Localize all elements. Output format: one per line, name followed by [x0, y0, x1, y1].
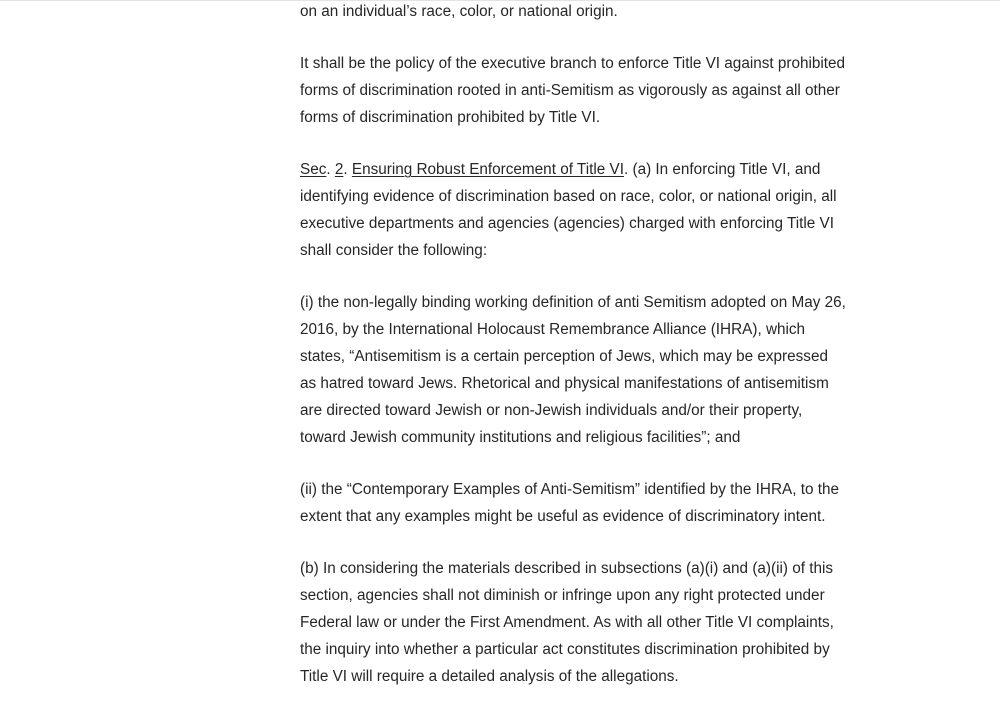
section-label: Sec	[300, 161, 327, 178]
subsection-b-paragraph: (b) In considering the materials described in subsections (a)(i) and (a)(ii) of this section, agencies shall not diminish or infringe upon any right protected under Federal law or under the First Amendment. As with all other Title VI complaints, the inquiry into whether a particular act constitutes discrimination prohibited by Title VI will require a detailed analysis of the allegations.	[300, 560, 834, 685]
section-separator: .	[343, 161, 352, 178]
section-heading: Ensuring Robust Enforcement of Title VI	[351, 161, 624, 178]
document-body	[300, 0, 848, 715]
item-i-paragraph: (i) the non-legally binding working definition of anti Semitism adopted on May 26, 2016, by the International Holocaust Remembrance Alliance (IHRA), which states, “Antisemitism is a certain perception of Jews, which may be expressed as hatred toward Jews. Rhetorical and physical manifestations of antisemitism are directed toward Jewish or non-Jewish individuals and/or their property, toward Jewish community institutions and religious facilities”; and	[300, 294, 846, 446]
policy-paragraph: It shall be the policy of the executive branch to enforce Title VI against prohibited forms of discrimination rooted in anti-Semitism as vigorously as against all other forms of discrimination prohibited by Title VI.	[300, 55, 846, 126]
intro-fragment: on an individual’s race, color, or national origin.	[300, 3, 618, 20]
section-2-paragraph	[300, 156, 848, 264]
section-separator: .	[326, 161, 335, 178]
item-ii-paragraph: (ii) the “Contemporary Examples of Anti-Semitism” identified by the IHRA, to the extent that any examples might be useful as evidence of discriminatory intent.	[300, 481, 839, 525]
section-2-body: . (a) In enforcing Title VI, and identifying evidence of discrimination based on race, color, or national origin, all executive departments and agencies (agencies) charged with enforcing Title VI shall consider the following:	[300, 161, 837, 259]
section-number: 2	[334, 161, 344, 178]
